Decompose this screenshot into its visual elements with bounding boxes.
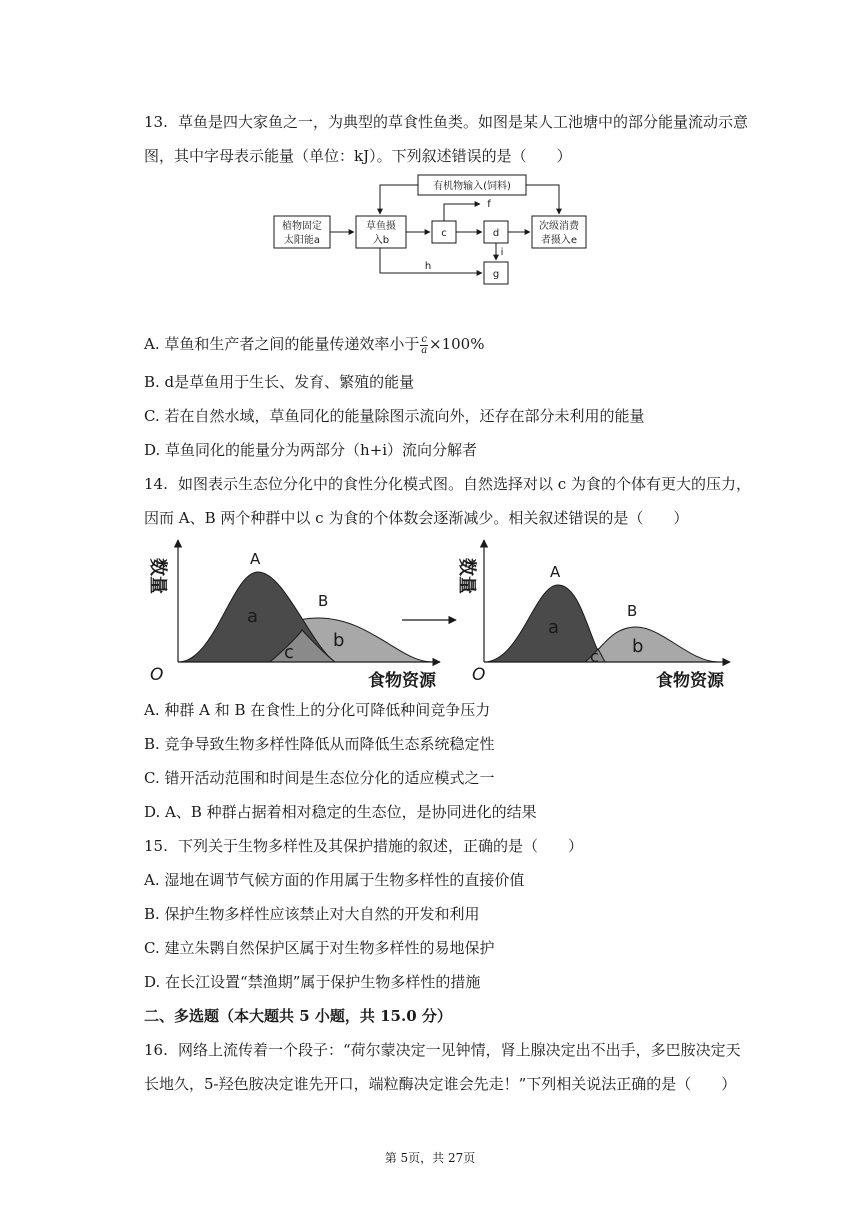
q15-option-c: C. 建立朱鹮自然保护区属于对生物多样性的易地保护: [144, 939, 495, 957]
q14-option-c: C. 错开活动范围和时间是生态位分化的适应模式之一: [144, 769, 495, 787]
fraction-c-over-a: $\frac{c}{a}$: [421, 333, 428, 356]
q15-stem: 15. 下列关于生物多样性及其保护措施的叙述，正确的是（ ）: [144, 837, 584, 855]
q14-stem-line2: 因而 A、B 两个种群中以 c 为食的个体数会逐渐减少。相关叙述错误的是（ ）: [144, 509, 689, 527]
q14-stem-line1: 14. 如图表示生态位分化中的食性分化模式图。自然选择对以 c 为食的个体有更大的压力，: [144, 475, 751, 493]
q14-number: 14.: [144, 475, 168, 493]
q13-option-c: C. 若在自然水域，草鱼同化的能量除图示流向外，还存在部分未利用的能量: [144, 407, 645, 425]
q13-option-d: D. 草鱼同化的能量分为两部分（h+i）流向分解者: [144, 441, 478, 459]
q15-option-b: B. 保护生物多样性应该禁止对大自然的开发和利用: [144, 905, 480, 923]
q15-number: 15.: [144, 837, 168, 855]
plant-label-1: 植物固定: [282, 221, 322, 232]
i-label: i: [500, 247, 504, 258]
q13-stem-text1: 草鱼是四大家鱼之一，为典型的草食性鱼类。如图是某人工池塘中的部分能量流动示意: [178, 113, 749, 131]
q13-option-a: A. 草鱼和生产者之间的能量传递效率小于 $\frac{c}{a}$ ×100%: [144, 333, 485, 356]
grass-label-2: 入b: [372, 235, 390, 246]
curve-b-after: [585, 627, 718, 662]
label-c-before: c: [284, 642, 294, 663]
page-footer: 第 5页，共 27页: [384, 1151, 476, 1165]
label-c-after: c: [590, 647, 599, 666]
section-heading-multiple-choice: 二、多选题（本大题共 5 小题，共 15.0 分）: [144, 1007, 452, 1025]
y-axis-label-after: 数量: [456, 558, 477, 594]
q14-option-a: A. 种群 A 和 B 在食性上的分化可降低种间竞争压力: [144, 701, 491, 719]
q15-option-a: A. 湿地在调节气候方面的作用属于生物多样性的直接价值: [144, 871, 525, 889]
x-axis-label-before: 食物资源: [368, 671, 436, 691]
grass-label-1: 草鱼摄: [366, 221, 396, 232]
q16-number: 16.: [144, 1041, 168, 1059]
q16-stem-line1: 16. 网络上流传着一个段子：“荷尔蒙决定一见钟情，肾上腺决定出不出手，多巴胺决定天: [144, 1041, 741, 1059]
organic-input-label: 有机物输入(饲料): [433, 181, 511, 192]
x-axis-label-after: 食物资源: [656, 671, 724, 691]
label-b-before: b: [333, 630, 345, 651]
label-B-after: B: [627, 602, 638, 620]
c-label: c: [441, 228, 447, 239]
niche-chart-before: [147, 540, 440, 691]
niche-differentiation-figure: [0, 534, 860, 694]
label-B-before: B: [318, 592, 329, 610]
secondary-label-2: 者摄入e: [540, 235, 578, 246]
label-a-before: a: [247, 606, 259, 627]
q13-option-b: B. d是草鱼用于生长、发育、繁殖的能量: [144, 373, 415, 391]
secondary-label-1: 次级消费: [539, 221, 579, 232]
q14-option-b: B. 竞争导致生物多样性降低从而降低生态系统稳定性: [144, 735, 495, 753]
label-b-after: b: [632, 636, 644, 657]
q13-stem-line1: [144, 112, 748, 132]
niche-chart-after: [456, 540, 730, 691]
origin-before: O: [150, 665, 164, 685]
curve-a-after: [484, 585, 605, 662]
q16-stem-line2: 长地久，5-羟色胺决定谁先开口，端粒酶决定谁会先走！”下列相关说法正确的是（ ）: [144, 1075, 737, 1093]
g-label: g: [492, 269, 500, 280]
plant-label-2: 太阳能a: [283, 235, 321, 246]
q13-stem-line2: 图，其中字母表示能量（单位：kJ）。下列叙述错误的是（ ）: [144, 147, 572, 165]
d-label: d: [492, 228, 500, 239]
origin-after: O: [472, 665, 486, 685]
q15-option-d: D. 在长江设置“禁渔期”属于保护生物多样性的措施: [144, 973, 481, 991]
q13-number: 13.: [144, 113, 168, 131]
label-a-after: a: [548, 617, 560, 638]
label-A-before: A: [250, 550, 261, 568]
y-axis-label-before: 数量: [147, 558, 168, 594]
f-label: f: [487, 199, 491, 210]
h-label: h: [424, 261, 432, 272]
q14-option-d: D. A、B 种群占据着相对稳定的生态位，是协同进化的结果: [144, 803, 537, 821]
label-A-after: A: [550, 563, 561, 581]
energy-flow-diagram: [0, 168, 860, 288]
